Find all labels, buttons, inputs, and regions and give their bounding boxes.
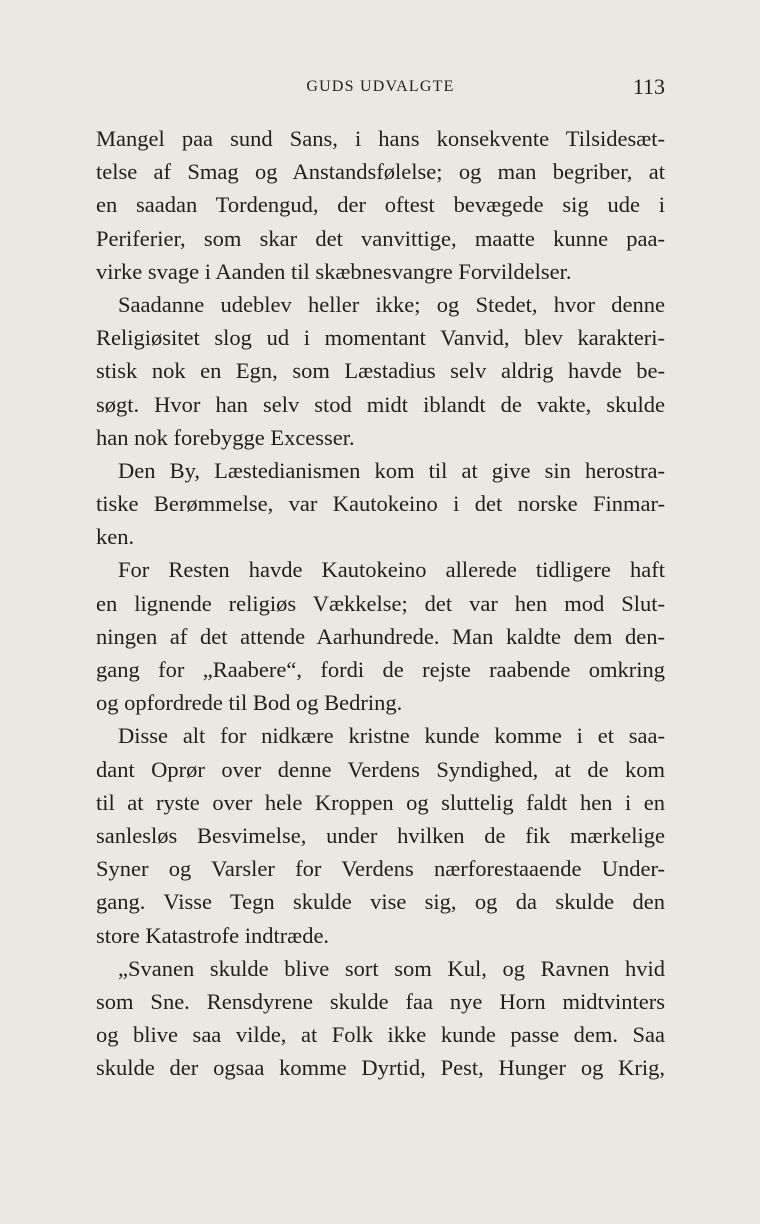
text-line: Syner og Varsler for Verdens nærforestaaende Under- — [96, 856, 665, 882]
running-title: GUDS UDVALGTE — [306, 78, 455, 95]
text-line: stisk nok en Egn, som Læstadius selv aldrig havde be- — [96, 358, 665, 384]
running-head — [96, 74, 665, 102]
text-line: han nok forebygge Excesser. — [96, 424, 355, 450]
text-line: gang. Visse Tegn skulde vise sig, og da skulde den — [96, 889, 665, 915]
text-line: Disse alt for nidkære kristne kunde komme i et saa- — [118, 723, 665, 749]
text-line: og blive saa vilde, at Folk ikke kunde passe dem. Saa — [96, 1022, 665, 1048]
text-line: sanlesløs Besvimelse, under hvilken de fik mærkelige — [96, 822, 665, 848]
text-line: Mangel paa sund Sans, i hans konsekvente Tilsidesæt- — [96, 126, 665, 151]
text-line: Religiøsitet slog ud i momentant Vanvid, blev karakteri- — [96, 325, 665, 351]
text-line: skulde der ogsaa komme Dyrtid, Pest, Hunger og Krig, — [96, 1055, 665, 1081]
text-line: gang for „Raabere“, fordi de rejste raabende omkring — [96, 657, 665, 682]
paragraph — [96, 553, 665, 719]
text-line: til at ryste over hele Kroppen og sluttelig faldt hen i en — [96, 789, 665, 815]
text-line: virke svage i Aanden til skæbnesvangre Forvildelser. — [96, 258, 572, 284]
paragraph — [96, 952, 665, 1085]
body-text — [96, 122, 665, 1084]
text-line: ningen af det attende Aarhundrede. Man kaldte dem den- — [96, 623, 665, 649]
paragraph — [96, 454, 665, 554]
text-line: „Svanen skulde blive sort som Kul, og Ravnen hvid — [118, 955, 665, 981]
text-line: Saadanne udeblev heller ikke; og Stedet, hvor denne — [118, 291, 665, 317]
paragraph — [96, 122, 665, 288]
text-line: Periferier, som skar det vanvittige, maatte kunne paa- — [96, 225, 665, 251]
paragraph — [96, 719, 665, 951]
text-line: Den By, Læstedianismen kom til at give sin herostra- — [118, 457, 665, 483]
text-line: For Resten havde Kautokeino allerede tidligere haft — [118, 557, 665, 583]
text-line: og opfordrede til Bod og Bedring. — [96, 690, 403, 716]
text-line: telse af Smag og Anstandsfølelse; og man begriber, at — [96, 159, 665, 185]
paragraph — [96, 288, 665, 454]
text-line: en lignende religiøs Vækkelse; det var hen mod Slut- — [96, 590, 665, 616]
page-number: 113 — [632, 74, 665, 99]
text-line: søgt. Hvor han selv stod midt iblandt de vakte, skulde — [96, 391, 665, 417]
text-line: dant Oprør over denne Verdens Syndighed, at de kom — [96, 756, 665, 782]
text-line: tiske Berømmelse, var Kautokeino i det norske Finmar- — [96, 491, 665, 517]
text-line: ken. — [96, 524, 135, 550]
text-line: en saadan Tordengud, der oftest bevægede sig ude i — [96, 192, 665, 218]
text-line: store Katastrofe indtræde. — [96, 922, 330, 948]
text-line: som Sne. Rensdyrene skulde faa nye Horn midtvinters — [96, 988, 665, 1014]
